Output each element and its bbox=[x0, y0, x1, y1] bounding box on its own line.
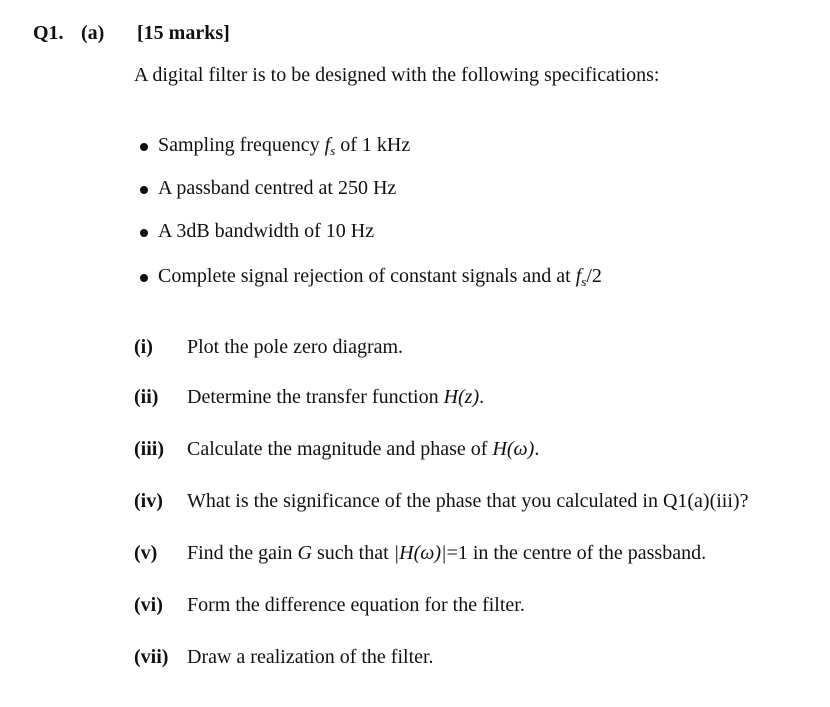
subquestion-label: (v) bbox=[134, 542, 158, 564]
bullet-icon bbox=[140, 143, 148, 151]
marks-label: [15 marks] bbox=[137, 22, 230, 44]
subquestion-text: Calculate the magnitude and phase of H(ω). bbox=[187, 438, 540, 460]
subquestion-label: (ii) bbox=[134, 386, 159, 408]
spec-text: Sampling frequency $f_s$ of 1 kHz bbox=[158, 134, 411, 158]
subquestion-label: (vii) bbox=[134, 646, 169, 668]
subquestion-label: (vi) bbox=[134, 594, 163, 616]
spec-text: A 3dB bandwidth of 10 Hz bbox=[158, 220, 375, 242]
subquestion-text: Form the difference equation for the filter. bbox=[187, 594, 525, 616]
question-part: (a) bbox=[81, 22, 105, 44]
bullet-icon bbox=[140, 186, 148, 194]
spec-text: A passband centred at 250 Hz bbox=[158, 177, 397, 199]
bullet-icon bbox=[140, 229, 148, 237]
subquestion-text: Draw a realization of the filter. bbox=[187, 646, 434, 668]
bullet-icon bbox=[140, 274, 148, 282]
subquestion-label: (i) bbox=[134, 336, 153, 358]
subquestion-text: Find the gain G such that |H(ω)|=1 in the centre of the passband. bbox=[187, 542, 707, 564]
question-number: Q1. bbox=[33, 22, 64, 44]
subquestion-text: Plot the pole zero diagram. bbox=[187, 336, 404, 358]
subquestion-text: Determine the transfer function H(z). bbox=[187, 386, 485, 408]
spec-text: Complete signal rejection of constant signals and at $f_s/2$ bbox=[158, 265, 602, 289]
intro-text: A digital filter is to be designed with the following specifications: bbox=[134, 64, 660, 86]
subquestion-label: (iv) bbox=[134, 490, 163, 512]
subquestion-text: What is the significance of the phase that you calculated in Q1(a)(iii)? bbox=[187, 490, 749, 512]
subquestion-label: (iii) bbox=[134, 438, 164, 460]
